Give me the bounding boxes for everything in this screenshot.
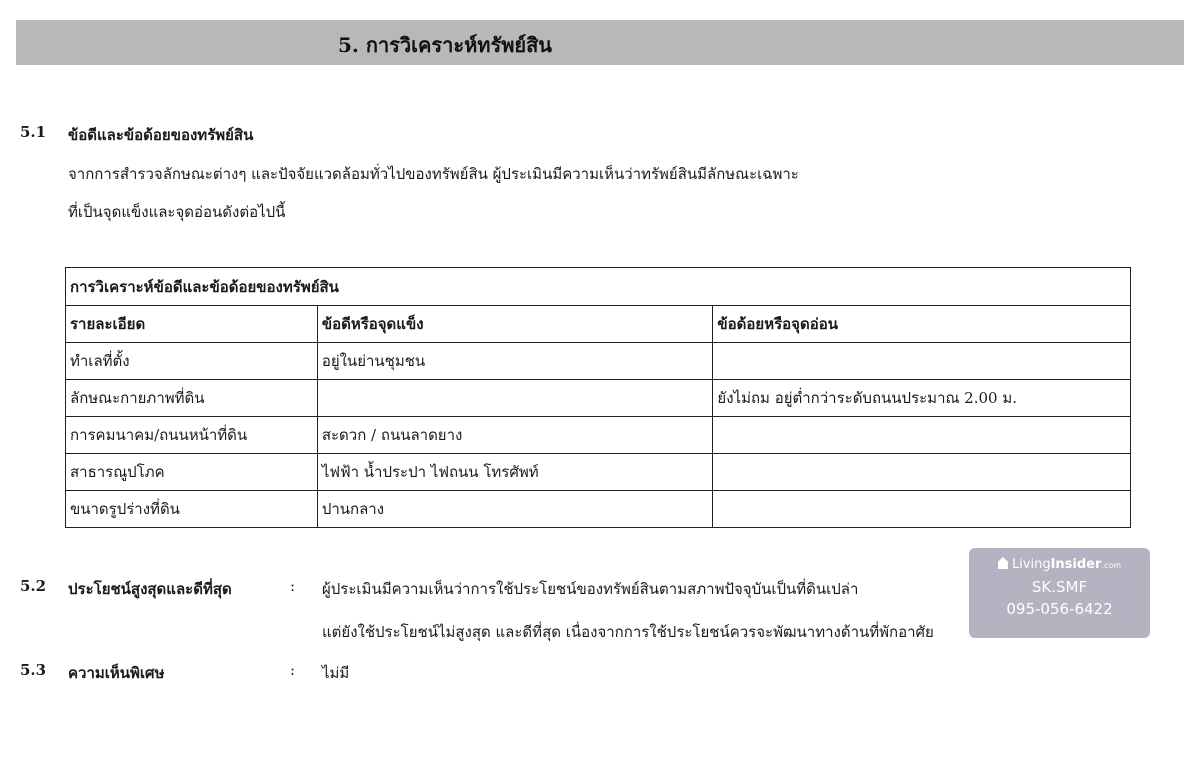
section-5-1-paragraph-line-1: จากการสำรวจลักษณะต่างๆ และปัจจัยแวดล้อมทั่วไปของทรัพย์สิน ผู้ประเมินมีความเห็นว่าทรัพย์สินมีลักษณะเฉพาะ bbox=[68, 165, 799, 183]
row-label: สาธารณูปโภค bbox=[66, 454, 318, 491]
row-strength bbox=[317, 380, 713, 417]
column-header-strengths: ข้อดีหรือจุดแข็ง bbox=[317, 306, 713, 343]
section-header-bar bbox=[16, 20, 1184, 65]
section-5-3-colon: : bbox=[290, 661, 296, 679]
section-5-2-title: ประโยชน์สูงสุดและดีที่สุด bbox=[68, 580, 232, 598]
row-label: ทำเลที่ตั้ง bbox=[66, 343, 318, 380]
row-weakness bbox=[713, 454, 1131, 491]
row-label: ขนาดรูปร่างที่ดิน bbox=[66, 491, 318, 528]
table-row bbox=[66, 380, 1131, 417]
section-5-2-colon: : bbox=[290, 577, 296, 595]
row-strength: สะดวก / ถนนลาดยาง bbox=[317, 417, 713, 454]
section-5-2-line-2: แต่ยังใช้ประโยชน์ไม่สูงสุด และดีที่สุด เนื่องจากการใช้ประโยชน์ควรจะพัฒนาทางด้านที่พักอาศัย bbox=[322, 623, 934, 641]
section-5-1-number: 5.1 bbox=[20, 123, 47, 141]
watermark-brand-bold: Insider bbox=[1050, 557, 1102, 572]
row-strength: ไฟฟ้า น้ำประปา ไฟถนน โทรศัพท์ bbox=[317, 454, 713, 491]
watermark-brand-suffix: .com bbox=[1101, 561, 1122, 570]
analysis-table bbox=[65, 267, 1131, 528]
table-caption: การวิเคราะห์ข้อดีและข้อด้อยของทรัพย์สิน bbox=[66, 268, 1131, 306]
row-weakness bbox=[713, 491, 1131, 528]
watermark-phone: 095-056-6422 bbox=[1006, 600, 1113, 618]
row-label: ลักษณะกายภาพที่ดิน bbox=[66, 380, 318, 417]
watermark-agent-name: SK.SMF bbox=[1031, 578, 1088, 596]
section-5-3-value: ไม่มี bbox=[322, 664, 350, 682]
section-5-2-line-1: ผู้ประเมินมีความเห็นว่าการใช้ประโยชน์ของทรัพย์สินตามสภาพปัจจุบันเป็นที่ดินเปล่า bbox=[322, 580, 859, 598]
table-row bbox=[66, 417, 1131, 454]
livinginsider-watermark bbox=[969, 548, 1150, 638]
table-row bbox=[66, 491, 1131, 528]
watermark-brand-light: Living bbox=[1011, 557, 1051, 572]
section-5-3-number: 5.3 bbox=[20, 661, 47, 679]
row-label: การคมนาคม/ถนนหน้าที่ดิน bbox=[66, 417, 318, 454]
column-header-weaknesses: ข้อด้อยหรือจุดอ่อน bbox=[713, 306, 1131, 343]
row-strength: ปานกลาง bbox=[317, 491, 713, 528]
row-weakness bbox=[713, 417, 1131, 454]
row-weakness bbox=[713, 343, 1131, 380]
watermark-logo bbox=[969, 557, 1150, 572]
section-5-2-number: 5.2 bbox=[20, 577, 47, 595]
house-icon bbox=[998, 557, 1008, 569]
row-weakness: ยังไม่ถม อยู่ต่ำกว่าระดับถนนประมาณ 2.00 ม. bbox=[713, 380, 1131, 417]
section-5-3-title: ความเห็นพิเศษ bbox=[68, 664, 165, 682]
section-5-1-paragraph-line-2: ที่เป็นจุดแข็งและจุดอ่อนดังต่อไปนี้ bbox=[68, 203, 286, 221]
section-5-1-title: ข้อดีและข้อด้อยของทรัพย์สิน bbox=[68, 126, 254, 144]
column-header-detail: รายละเอียด bbox=[66, 306, 318, 343]
table-row bbox=[66, 454, 1131, 491]
row-strength: อยู่ในย่านชุมชน bbox=[317, 343, 713, 380]
table-row bbox=[66, 343, 1131, 380]
section-header-title: 5. การวิเคราะห์ทรัพย์สิน bbox=[338, 33, 552, 57]
